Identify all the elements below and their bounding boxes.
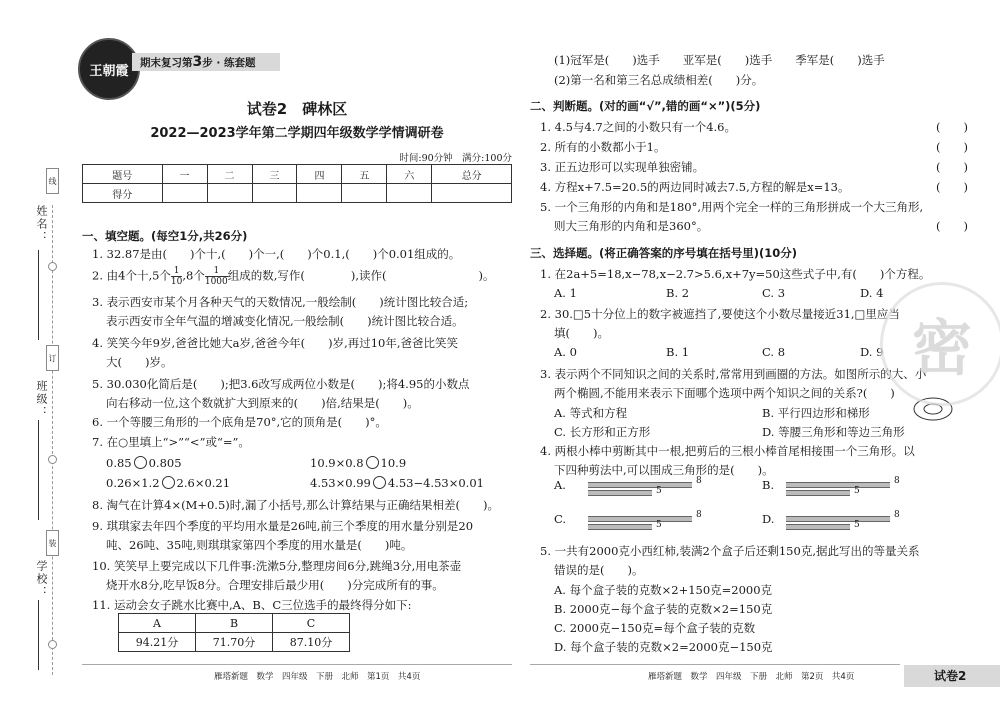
brand-logo: 王朝霞 <box>78 38 140 100</box>
score-input[interactable] <box>342 184 387 203</box>
footer-rule <box>530 664 900 665</box>
cut-line <box>52 205 53 675</box>
judge-3-answer[interactable]: ( ) <box>936 160 968 174</box>
compare-a[interactable]: 0.85 0.805 <box>106 456 182 470</box>
score-cell: 五 <box>342 165 387 184</box>
exam-subtitle: 2022—2023学年第二学期四年级数学学情调研卷 <box>150 126 444 141</box>
score-cell: 六 <box>387 165 432 184</box>
choice-1-option[interactable]: A. 1 <box>554 286 577 300</box>
choice-4-cont[interactable]: 下四种剪法中,可以围成三角形的是( )。 <box>554 463 774 477</box>
question-6[interactable]: 6. 一个等腰三角形的一个底角是70°,它的顶角是( )°。 <box>92 415 387 429</box>
paper-tag: 试卷2 <box>904 665 1000 687</box>
question-7: 7. 在○里填上“>”“<”或“=”。 <box>92 435 250 449</box>
section-choice: 三、选择题。(将正确答案的序号填在括号里)(10分) <box>530 246 798 260</box>
stick-label: 8 <box>894 510 900 520</box>
stick-8 <box>786 482 890 488</box>
judge-1: 1. 4.5与4.7之间的小数只有一个4.6。 <box>540 120 736 134</box>
choice-2-option[interactable]: B. 1 <box>666 345 690 359</box>
judge-1-answer[interactable]: ( ) <box>936 120 968 134</box>
choice-3-option[interactable]: C. 长方形和正方形 <box>554 425 651 439</box>
stick-label: 5 <box>656 486 662 496</box>
choice-2[interactable]: 2. 30.□5十分位上的数字被遮挡了,要使这个小数尽量接近31,□里应当 <box>540 307 900 321</box>
question-9-cont[interactable]: 吨、26吨、35吨,则琪琪家第四个季度的用水量是( )吨。 <box>106 538 413 552</box>
question-1[interactable]: 1. 32.87是由( )个十,( )个一,( )个0.1,( )个0.01组成的。 <box>92 247 461 261</box>
choice-3[interactable]: 3. 表示两个不同知识之间的关系时,常常用到画圈的方法。如图所示的大、小 <box>540 367 927 381</box>
choice-3-option[interactable]: B. 平行四边形和梯形 <box>762 406 870 420</box>
score-cell: 题号 <box>83 165 163 184</box>
binding-hole <box>48 455 57 464</box>
section-fill-blank: 一、填空题。(每空1分,共26分) <box>82 229 248 243</box>
question-3[interactable]: 3. 表示西安市某个月各种天气的天数情况,一般绘制( )统计图比较合适; <box>92 295 469 309</box>
choice-4-option[interactable]: C. <box>554 512 567 526</box>
choice-4-option[interactable]: A. <box>554 478 566 492</box>
stick-label: 5 <box>854 486 860 496</box>
judge-4-answer[interactable]: ( ) <box>936 180 968 194</box>
results-value: 87.10分 <box>273 633 350 652</box>
choice-1-option[interactable]: C. 3 <box>762 286 786 300</box>
choice-2-option[interactable]: C. 8 <box>762 345 786 359</box>
results-header: B <box>196 614 273 633</box>
question-4[interactable]: 4. 笑笑今年9岁,爸爸比她大a岁,爸爸今年( )岁,再过10年,爸爸比笑笑 <box>92 336 459 350</box>
question-10[interactable]: 10. 笑笑早上要完成以下几件事:洗漱5分,整理房间6分,跳绳3分,用电茶壶 <box>92 559 462 573</box>
choice-4-option[interactable]: B. <box>762 478 775 492</box>
class-line[interactable] <box>38 420 39 520</box>
choice-1[interactable]: 1. 在2a+5=18,x−78,x−2.7>5.6,x+7y=50这些式子中,有( )个方程。 <box>540 267 931 281</box>
fraction: $\frac{1}{10}$ <box>170 266 183 287</box>
score-cell: 总分 <box>432 165 512 184</box>
score-input[interactable] <box>297 184 342 203</box>
stick-8 <box>588 516 692 522</box>
stick-label: 5 <box>656 520 662 530</box>
section-true-false: 二、判断题。(对的画“√”,错的画“×”)(5分) <box>530 99 761 113</box>
judge-2-answer[interactable]: ( ) <box>936 140 968 154</box>
stick-label: 8 <box>696 476 702 486</box>
results-table <box>118 613 350 652</box>
stick-8 <box>588 482 692 488</box>
question-3-cont[interactable]: 表示西安市全年气温的增减变化情况,一般绘制( )统计图比较合适。 <box>106 314 464 328</box>
score-input[interactable] <box>162 184 207 203</box>
results-value: 71.70分 <box>196 633 273 652</box>
score-input[interactable] <box>207 184 252 203</box>
judge-4: 4. 方程x+7.5=20.5的两边同时减去7.5,方程的解是x=13。 <box>540 180 850 194</box>
compare-b[interactable]: 10.9×0.8 10.9 <box>310 456 407 470</box>
score-cell: 四 <box>297 165 342 184</box>
judge-3: 3. 正五边形可以实现单独密铺。 <box>540 160 705 174</box>
choice-5-cont[interactable]: 错误的是( )。 <box>554 563 644 577</box>
question-10-cont[interactable]: 烧开水8分,吃早饭8分。合理安排后最少用( )分完成所有的事。 <box>106 578 444 592</box>
choice-3-option[interactable]: D. 等腰三角形和等边三角形 <box>762 425 905 439</box>
choice-5-option[interactable]: D. 每个盒子装的克数×2=2000克−150克 <box>554 640 773 654</box>
stick-8 <box>786 516 890 522</box>
score-input[interactable] <box>387 184 432 203</box>
footer-right: 雁塔新题 数学 四年级 下册 北师 第2页 共4页 <box>648 672 855 682</box>
question-11-2[interactable]: (2)第一名和第三名总成绩相差( )分。 <box>554 73 764 87</box>
question-5[interactable]: 5. 30.030化简后是( );把3.6改写成两位小数是( );将4.95的小数点 <box>92 377 470 391</box>
tag-line-mark: 线 <box>46 168 59 194</box>
stick-5 <box>786 490 850 496</box>
watermark-seal: 密 <box>880 282 1000 406</box>
choice-1-option[interactable]: D. 4 <box>860 286 884 300</box>
judge-2: 2. 所有的小数都小于1。 <box>540 140 666 154</box>
question-2[interactable]: 2. 由4个十,5个 $\frac{1}{10}$ ,8个 $\frac{1}{1000}$ 组成的数,写作( ),读作( )。 <box>92 266 495 287</box>
stick-5 <box>588 524 652 530</box>
question-11: 11. 运动会女子跳水比赛中,A、B、C三位选手的最终得分如下: <box>92 598 412 612</box>
results-value: 94.21分 <box>119 633 196 652</box>
score-cell: 一 <box>162 165 207 184</box>
choice-5-option[interactable]: A. 每个盒子装的克数×2+150克=2000克 <box>554 583 773 597</box>
class-label: 班级： <box>35 380 48 419</box>
choice-3-cont[interactable]: 两个椭圆,不能用来表示下面哪个选项中两个知识之间的关系?( ) <box>554 386 895 400</box>
stick-label: 5 <box>854 520 860 530</box>
school-line[interactable] <box>38 600 39 670</box>
binding-margin <box>0 0 70 708</box>
compare-circle <box>373 476 386 489</box>
fraction: $\frac{1}{1000}$ <box>204 266 228 287</box>
name-label: 姓名： <box>35 205 48 244</box>
time-info: 时间:90分钟 满分:100分 <box>399 153 512 164</box>
header-banner: 期末复习第3步 · 练套题 <box>132 53 280 71</box>
choice-4[interactable]: 4. 两根小棒中剪断其中一根,把剪后的三根小棒首尾相接围一个三角形。以 <box>540 444 915 458</box>
compare-c[interactable]: 0.26×1.2 2.6×0.21 <box>106 476 231 490</box>
compare-circle <box>162 476 175 489</box>
question-8[interactable]: 8. 淘气在计算4×(M+0.5)时,漏了小括号,那么计算结果与正确结果相差( )。 <box>92 498 500 512</box>
question-5-cont[interactable]: 向右移动一位,这个数就扩大到原来的( )倍,结果是( )。 <box>106 396 419 410</box>
stick-5 <box>588 490 652 496</box>
score-cell: 二 <box>207 165 252 184</box>
exam-title: 试卷2 碑林区 <box>246 100 348 118</box>
judge-5-cont: 则大三角形的内角和是360°。 <box>554 219 709 233</box>
name-line[interactable] <box>38 250 39 340</box>
stick-label: 8 <box>894 476 900 486</box>
compare-d[interactable]: 4.53×0.99 4.53−4.53×0.01 <box>310 476 484 490</box>
score-input[interactable] <box>432 184 512 203</box>
binding-hole <box>48 640 57 649</box>
tag-order-mark: 订 <box>46 345 59 371</box>
footer-rule <box>82 664 512 665</box>
choice-5[interactable]: 5. 一共有2000克小西红柿,装满2个盒子后还剩150克,据此写出的等量关系 <box>540 544 920 558</box>
choice-2-option[interactable]: A. 0 <box>554 345 577 359</box>
footer-left: 雁塔新题 数学 四年级 下册 北师 第1页 共4页 <box>214 672 421 682</box>
score-cell: 得分 <box>83 184 163 203</box>
question-4-cont[interactable]: 大( )岁。 <box>106 355 173 369</box>
binding-hole <box>48 262 57 271</box>
choice-1-option[interactable]: B. 2 <box>666 286 690 300</box>
score-table <box>82 164 512 203</box>
choice-2-option[interactable]: D. 9 <box>860 345 884 359</box>
school-label: 学校： <box>35 560 48 599</box>
tag-bind-mark: 装 <box>46 530 59 556</box>
judge-5-answer[interactable]: ( ) <box>936 219 968 233</box>
judge-5: 5. 一个三角形的内角和是180°,用两个完全一样的三角形拼成一个大三角形, <box>540 200 924 214</box>
question-9[interactable]: 9. 琪琪家去年四个季度的平均用水量是26吨,前三个季度的用水量分别是20 <box>92 519 474 533</box>
choice-5-option[interactable]: C. 2000克−150克=每个盒子装的克数 <box>554 621 756 635</box>
stick-label: 8 <box>696 510 702 520</box>
score-cell: 三 <box>252 165 297 184</box>
score-input[interactable] <box>252 184 297 203</box>
results-header: C <box>273 614 350 633</box>
stick-5 <box>786 524 850 530</box>
compare-circle <box>366 456 379 469</box>
results-header: A <box>119 614 196 633</box>
question-11-1[interactable]: (1)冠军是( )选手 亚军是( )选手 季军是( )选手 <box>554 53 885 67</box>
choice-2-cont[interactable]: 填( )。 <box>554 326 609 340</box>
choice-3-option[interactable]: A. 等式和方程 <box>554 406 628 420</box>
compare-circle <box>134 456 147 469</box>
choice-5-option[interactable]: B. 2000克−每个盒子装的克数×2=150克 <box>554 602 773 616</box>
choice-4-option[interactable]: D. <box>762 512 775 526</box>
